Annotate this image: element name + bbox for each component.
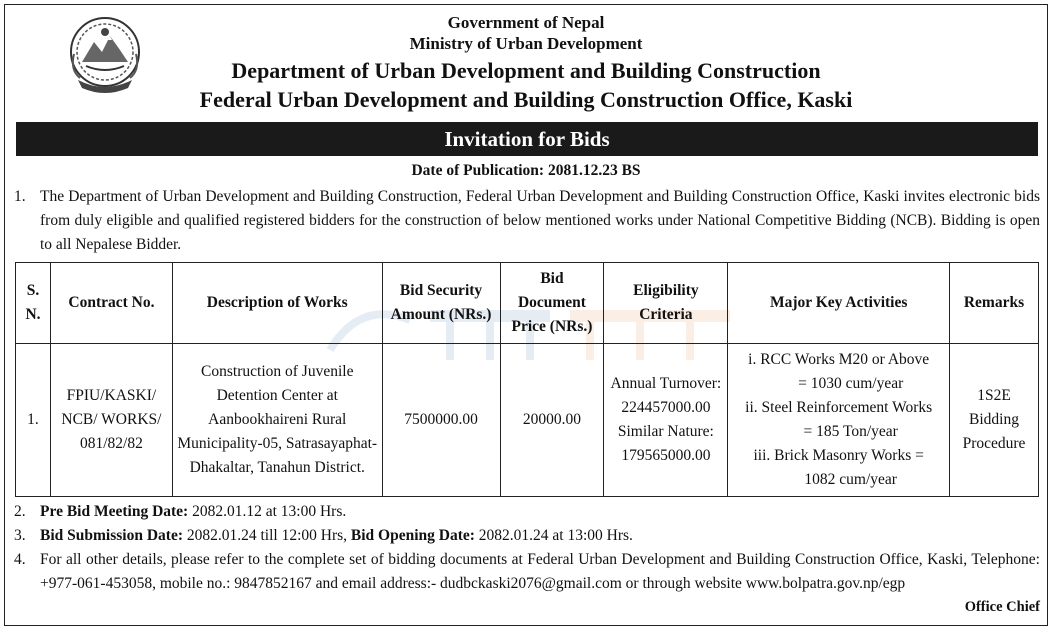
activity-quantity: 1082 cum/year: [804, 471, 897, 488]
opening-label: Bid Opening Date:: [350, 527, 475, 544]
activity-label: iii. Brick Masonry Works =: [753, 447, 924, 464]
department-title: Department of Urban Development and Building Construction: [231, 58, 821, 83]
cell-key-activities: [728, 344, 950, 497]
header-sn: S. N.: [16, 263, 51, 344]
letterhead: [0, 12, 1052, 114]
paragraph-number: 1.: [14, 188, 26, 205]
activity-quantity: = 1030 cum/year: [798, 375, 904, 392]
signature-office-chief: Office Chief: [964, 599, 1040, 615]
header-key-activities: Major Key Activities: [728, 263, 950, 344]
government-title: Government of Nepal: [447, 13, 605, 32]
paragraph-2: [14, 500, 1040, 524]
publication-date: Date of Publication: 2081.12.23 BS: [411, 162, 641, 179]
header-eligibility: Eligibility Criteria: [604, 263, 728, 344]
header-description: Description of Works: [172, 263, 382, 344]
header-contract-no: Contract No.: [50, 263, 172, 344]
table-header-row: [16, 263, 1039, 344]
paragraph-number: 2.: [14, 503, 26, 520]
cell-doc-price: 20000.00: [500, 344, 604, 497]
paragraph-number: 3.: [14, 527, 26, 544]
header-bid-security: Bid Security Amount (NRs.): [382, 263, 500, 344]
cell-contract-no: FPIU/KASKI/ NCB/ WORKS/ 081/82/82: [50, 344, 172, 497]
paragraph-1: [14, 185, 1040, 257]
activity-label: ii. Steel Reinforcement Works: [745, 399, 933, 416]
header-remarks: Remarks: [950, 263, 1039, 344]
notice-title-banner: Invitation for Bids: [16, 122, 1038, 156]
cell-bid-security: 7500000.00: [382, 344, 500, 497]
ministry-title: Ministry of Urban Development: [409, 34, 643, 53]
table-row: [16, 344, 1039, 497]
paragraph-3: [14, 524, 1040, 548]
cell-remarks: 1S2E Bidding Procedure: [950, 344, 1039, 497]
paragraph-text: For all other details, please refer to the complete set of bidding documents at Federal Urban Development and Building Construction Office, Kaski, Telephone: +977-061-453058, mobile no.: 9847852167 and email address:- dudbckaski2076@gmail.com or through website www.bolpatra.gov.np/egp: [40, 551, 1040, 592]
cell-description: Construction of Juvenile Detention Center at Aanbookhaireni Rural Municipality-05, Satrasayaphat-Dhakaltar, Tanahun District.: [172, 344, 382, 497]
pre-bid-label: Pre Bid Meeting Date:: [40, 503, 189, 520]
submission-label: Bid Submission Date:: [40, 527, 183, 544]
cell-eligibility: Annual Turnover: 224457000.00 Similar Nature: 179565000.00: [604, 344, 728, 497]
cell-sn: 1.: [16, 344, 51, 497]
activity-label: i. RCC Works M20 or Above: [748, 351, 930, 368]
bids-table: [15, 262, 1039, 497]
paragraph-text: The Department of Urban Development and Building Construction, Federal Urban Development and Building Construction Office, Kaski invites electronic bids from duly eligible and qualified registered bidders for the construction of below mentioned works under National Competitive Bidding (NCB). Bidding is open to all Nepalese Bidder.: [40, 188, 1040, 253]
paragraph-4: [14, 548, 1040, 596]
office-title: Federal Urban Development and Building Construction Office, Kaski: [199, 87, 853, 112]
activity-quantity: = 185 Ton/year: [803, 423, 898, 440]
pre-bid-value: 2082.01.12 at 13:00 Hrs.: [188, 503, 347, 520]
header-doc-price: Bid Document Price (NRs.): [500, 263, 604, 344]
submission-value: 2082.01.24 till 12:00 Hrs,: [182, 527, 351, 544]
paragraph-number: 4.: [14, 551, 26, 568]
opening-value: 2082.01.24 at 13:00 Hrs.: [474, 527, 633, 544]
